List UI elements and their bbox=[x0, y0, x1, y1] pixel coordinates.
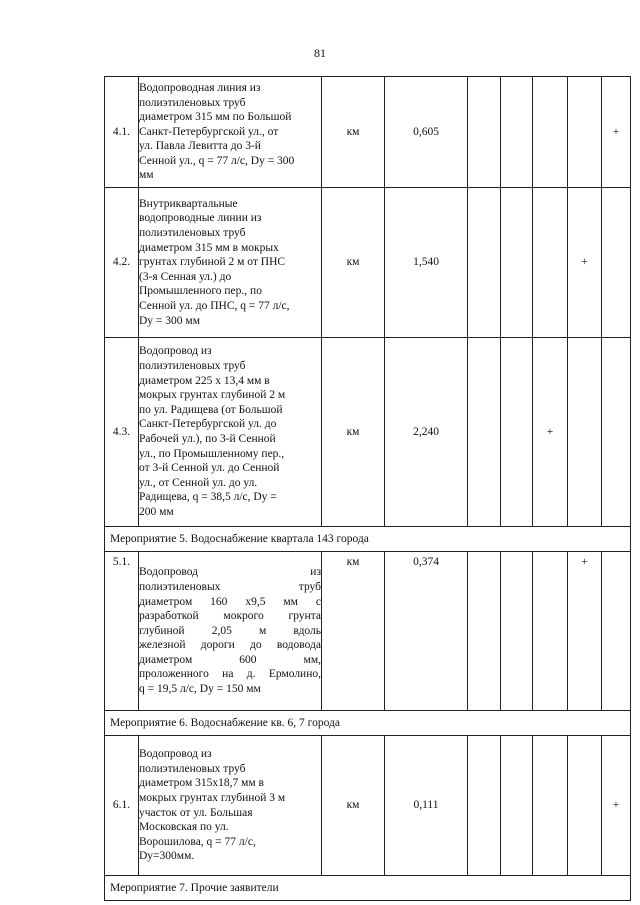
item-number: 4.3. bbox=[105, 338, 139, 527]
description-line: Водопровод из bbox=[139, 566, 321, 579]
item-number: 6.1. bbox=[105, 736, 139, 876]
schedule-mark-cell bbox=[533, 77, 568, 188]
length-value: 1,540 bbox=[385, 188, 468, 338]
schedule-mark-cell bbox=[501, 77, 533, 188]
description-line: железной дороги до водовода bbox=[139, 639, 321, 652]
description-line: мокрых грунтах глубиной 3 м bbox=[139, 791, 286, 804]
description-line: Санкт-Петербургской ул., от bbox=[139, 125, 279, 138]
description-line: полиэтиленовых труб bbox=[139, 227, 246, 240]
schedule-mark-cell bbox=[533, 736, 568, 876]
item-number: 4.2. bbox=[105, 188, 139, 338]
section-header-row bbox=[105, 711, 631, 736]
description-line: полиэтиленовых труб bbox=[139, 360, 246, 373]
schedule-mark-cell: + bbox=[568, 188, 602, 338]
description-line: Ворошилова, q = 77 л/с, bbox=[139, 835, 256, 848]
schedule-mark-cell bbox=[533, 188, 568, 338]
activities-table bbox=[104, 76, 631, 901]
description-line: диаметром 225 х 13,4 мм в bbox=[139, 374, 270, 387]
description-line: диаметром 160 х9,5 мм с bbox=[139, 595, 321, 608]
description-line: глубиной 2,05 м вдоль bbox=[139, 624, 321, 637]
description-line: полиэтиленовых труб bbox=[139, 762, 246, 775]
description-line: Рабочей ул.), по 3-й Сенной bbox=[139, 433, 276, 445]
table-row bbox=[105, 77, 631, 188]
description-line: Московская по ул. bbox=[139, 821, 229, 834]
section-header-row bbox=[105, 527, 631, 552]
item-description bbox=[139, 77, 322, 188]
item-number: 4.1. bbox=[105, 77, 139, 188]
schedule-mark-cell bbox=[602, 188, 631, 338]
schedule-mark-cell: + bbox=[602, 736, 631, 876]
table-row bbox=[105, 736, 631, 876]
schedule-mark-cell bbox=[568, 338, 602, 527]
description-line: водопроводные линии из bbox=[139, 212, 262, 225]
description-line: Сенной ул. до ПНС, q = 77 л/с, bbox=[139, 299, 290, 312]
description-line: Санкт-Петербургской ул. до bbox=[139, 418, 277, 431]
schedule-mark-cell bbox=[501, 338, 533, 527]
length-value: 0,111 bbox=[385, 736, 468, 876]
item-number: 5.1. bbox=[105, 552, 139, 711]
schedule-mark-cell bbox=[501, 552, 533, 711]
section-title: Мероприятие 7. Прочие заявители bbox=[105, 876, 631, 901]
schedule-mark-cell bbox=[533, 552, 568, 711]
description-line: мм bbox=[139, 169, 154, 182]
unit-cell: км bbox=[322, 188, 385, 338]
length-value: 2,240 bbox=[385, 338, 468, 527]
schedule-mark-cell: + bbox=[533, 338, 568, 527]
description-line: диаметром 315x18,7 мм в bbox=[139, 777, 264, 790]
schedule-mark-cell bbox=[602, 338, 631, 527]
section-title: Мероприятие 5. Водоснабжение квартала 143 города bbox=[105, 527, 631, 552]
length-value: 0,605 bbox=[385, 77, 468, 188]
description-line: Сенной ул., q = 77 л/с, Dy = 300 bbox=[139, 154, 295, 167]
schedule-mark-cell bbox=[568, 736, 602, 876]
unit-cell: км bbox=[322, 338, 385, 527]
schedule-mark-cell bbox=[468, 736, 501, 876]
description-line: 200 мм bbox=[139, 505, 174, 518]
table-row bbox=[105, 188, 631, 338]
description-line: диаметром 315 мм по Большой bbox=[139, 111, 292, 124]
schedule-mark-cell bbox=[468, 338, 501, 527]
description-line: проложенного на д. Ермолино, bbox=[139, 668, 321, 681]
unit-cell: км bbox=[322, 552, 385, 711]
description-line: по ул. Радищева (от Большой bbox=[139, 403, 283, 416]
schedule-mark-cell bbox=[568, 77, 602, 188]
table-row bbox=[105, 552, 631, 711]
description-line: Dy = 300 мм bbox=[139, 314, 200, 327]
description-line: полиэтиленовых труб bbox=[139, 96, 246, 109]
description-line: q = 19,5 л/с, Dy = 150 мм bbox=[139, 683, 261, 696]
item-description bbox=[139, 188, 322, 338]
description-line: разработкой мокрого грунта bbox=[139, 610, 321, 623]
length-value: 0,374 bbox=[385, 552, 468, 711]
item-description bbox=[139, 338, 322, 527]
description-line: Промышленного пер., по bbox=[139, 285, 262, 298]
schedule-mark-cell: + bbox=[568, 552, 602, 711]
description-line: диаметром 315 мм в мокрых bbox=[139, 241, 279, 254]
description-line: от 3-й Сенной ул. до Сенной bbox=[139, 462, 280, 475]
schedule-mark-cell: + bbox=[602, 77, 631, 188]
description-line: Dy=300мм. bbox=[139, 850, 195, 863]
schedule-mark-cell bbox=[602, 552, 631, 711]
description-line: Водопровод из bbox=[139, 345, 212, 358]
description-line: полиэтиленовых труб bbox=[139, 580, 321, 593]
schedule-mark-cell bbox=[501, 188, 533, 338]
section-title: Мероприятие 6. Водоснабжение кв. 6, 7 города bbox=[105, 711, 631, 736]
description-line: Водопровод из bbox=[139, 748, 212, 761]
description-line: Водопроводная линия из bbox=[139, 81, 261, 94]
description-line: Радищева, q = 38,5 л/с, Dy = bbox=[139, 491, 277, 504]
item-description bbox=[139, 552, 322, 711]
description-line: диаметром 600 мм, bbox=[139, 653, 321, 666]
item-description bbox=[139, 736, 322, 876]
table-row bbox=[105, 338, 631, 527]
schedule-mark-cell bbox=[501, 736, 533, 876]
description-line: (3-я Сенная ул.) до bbox=[139, 270, 232, 283]
schedule-mark-cell bbox=[468, 552, 501, 711]
page-number: 81 bbox=[314, 46, 326, 60]
description-line: участок от ул. Большая bbox=[139, 806, 253, 819]
description-line: Внутриквартальные bbox=[139, 197, 238, 210]
description-line: ул., от Сенной ул. до ул. bbox=[139, 476, 258, 489]
section-header-row bbox=[105, 876, 631, 901]
unit-cell: км bbox=[322, 736, 385, 876]
schedule-mark-cell bbox=[468, 77, 501, 188]
schedule-mark-cell bbox=[468, 188, 501, 338]
description-line: грунтах глубиной 2 м от ПНС bbox=[139, 256, 286, 269]
unit-cell: км bbox=[322, 77, 385, 188]
description-line: мокрых грунтах глубиной 2 м bbox=[139, 389, 286, 402]
description-line: ул., по Промышленному пер., bbox=[139, 447, 285, 460]
description-line: ул. Павла Левитта до 3-й bbox=[139, 140, 261, 153]
